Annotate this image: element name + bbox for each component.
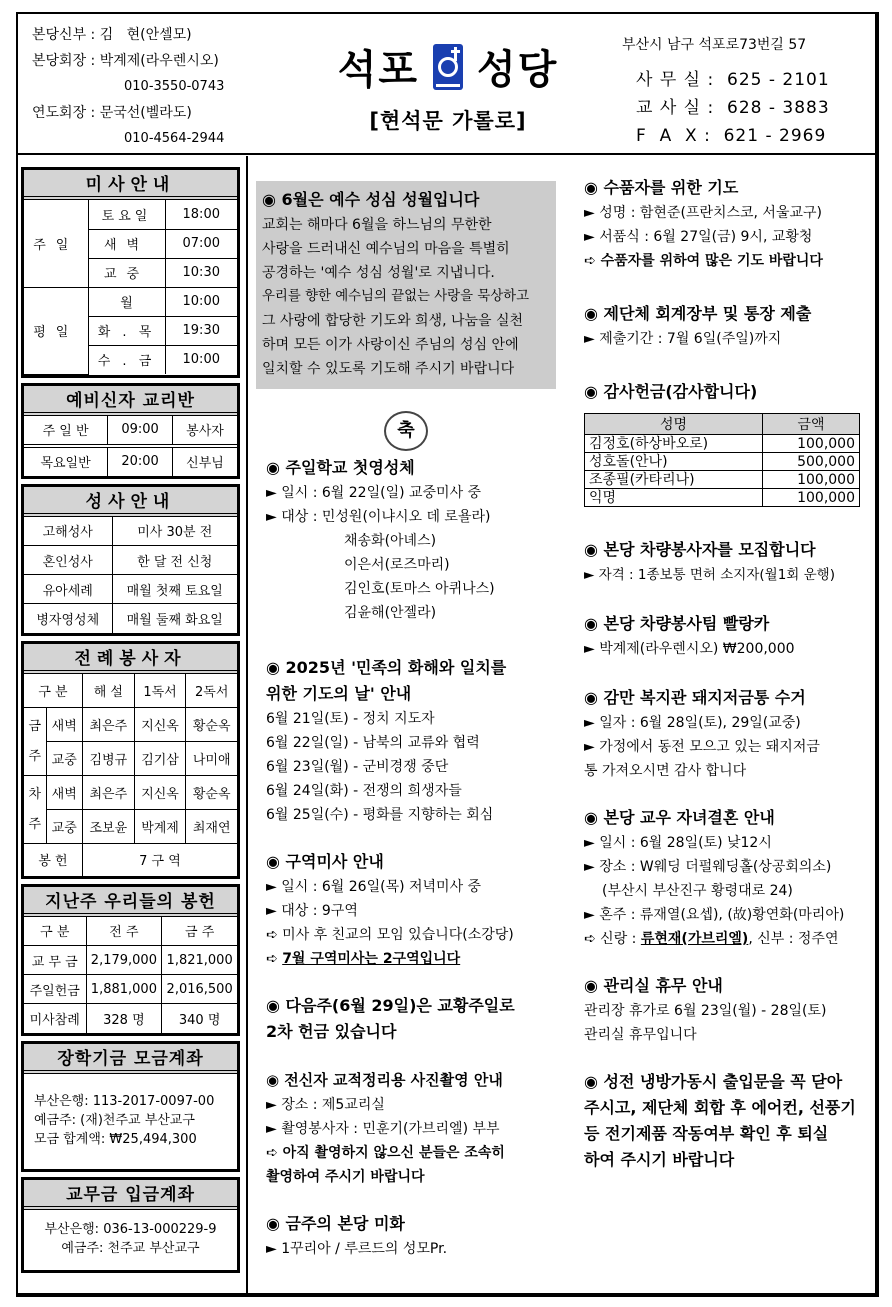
offerings-title: 지난주 우리들의 봉헌: [24, 887, 237, 917]
catechumen-table: 주 일 반 09:00 봉사자 목요일반 20:00 신부님: [24, 416, 237, 476]
table-row: 성호돌(안나) 500,000: [585, 453, 860, 471]
church-logo-icon: [433, 44, 463, 90]
fax-number: F A X : 621 - 2969: [636, 126, 827, 146]
table-row: 조종필(카타리나) 100,000: [585, 471, 860, 489]
catechumen-box: [21, 383, 240, 479]
photo-session-notice: ◉ 전신자 교적정리용 사진촬영 안내 ► 장소 : 제5교리실 ► 촬영봉사자 : 민훈기(가브리엘) 부부 ➪ 아직 촬영하지 않으신 분들은 조속히 촬영하여 주시기 바랍니다: [266, 1071, 505, 1185]
office-phone: 사 무 실 : 625 - 2101: [636, 70, 830, 90]
cleaning-notice: ◉ 금주의 본당 미화 ► 1꾸리아 / 루르드의 성모Pr.: [266, 1214, 448, 1257]
liturgy-servers-table: 구 분 해 설 1독서 2독서 금주 새벽 최은주 지신옥 황순옥 교중 김병규 김기삼 나미애 차주 새벽 최은주 지신옥 황순옥 교중 조보윤 박계제 최재연 봉 헌 7 구 역: [24, 674, 237, 876]
bulletin-header: [18, 14, 875, 155]
church-dues-title: 교무금 입금계좌: [24, 1180, 237, 1210]
first-communion-notice: ◉ 주일학교 첫영성체 ► 일시 : 6월 22일(일) 교중미사 중 ► 대상 : 민성원(이냐시오 데 로욜라) 채송화(아녜스) 이은서(로즈마리) 김인호(토마스 아퀴나스) 김윤해(안젤라): [266, 458, 495, 621]
thanksgiving-table: 성명 금액 김정호(하상바오로) 100,000 성호돌(안나) 500,000 조종필(카타리나) 100,000 익명 100,000: [584, 413, 860, 507]
catechumen-title: 예비신자 교리반: [24, 386, 237, 416]
president-row: 본당회장 : 박계제(라우렌시오): [32, 53, 219, 69]
liturgy-servers-box: [21, 641, 240, 879]
scholarship-box: [21, 1041, 240, 1172]
church-title: 석포 성당: [318, 38, 578, 95]
parish-officers: [32, 22, 224, 152]
patron-saint: [현석문 가롤로]: [369, 109, 527, 133]
mass-schedule-table: 주일 토요일 18:00 새벽 07:00 교중 10:30 평일 월 10:00 화 . 목 19:30 수 . 금 10:00: [24, 200, 237, 375]
teacher-room-phone: 교 사 실 : 628 - 3883: [636, 98, 830, 118]
table-row: 김정호(하상바오로) 100,000: [585, 435, 860, 453]
offerings-table: 구 분 전 주 금 주 교 무 금 2,179,000 1,821,000 주일헌금 1,881,000 2,016,500 미사참례 328 명 340 명: [24, 917, 237, 1033]
church-address: 부산시 남구 석포로73번길 57: [622, 37, 807, 53]
contact-info: [622, 34, 830, 150]
mass-schedule-box: [21, 167, 240, 378]
church-dues-account: 부산은행: 036-13-000229-9 예금주: 천주교 부산교구: [44, 1221, 217, 1256]
sacraments-title: 성사안내: [24, 487, 237, 517]
sacred-heart-notice: ◉ 6월은 예수 성심 성월입니다 교회는 해마다 6월을 하느님의 무한한 사랑을 드러내신 예수님의 마음을 특별히 공경하는 '예수 성심 성월'로 지냅니다. 우리를 향한 예수님의 끝없는 사랑을 묵상하고 그 사랑에 합당한 기도와 희생, 나눔을 실천 하며 모든 이가 사랑이신 주님의 성심 안에 일치할 수 있도록 기도해 주시기 바랍니다: [256, 181, 556, 389]
cooling-notice: ◉ 성전 냉방가동시 출입문을 꼭 닫아 주시고, 제단체 회합 후 에어컨, 선풍기 등 전기제품 작동여부 확인 후 퇴실 하여 주시기 바랍니다: [584, 1072, 856, 1169]
president-phone: 010-3550-0743: [124, 79, 225, 94]
offerings-box: [21, 884, 240, 1036]
scholarship-title: 장학기금 모금계좌: [24, 1044, 237, 1074]
wedding-notice: ◉ 본당 교우 자녀결혼 안내 ► 일시 : 6월 28일(토) 낮12시 ► 장소 : W웨딩 더펄웨딩홀(상공회의소) (부산시 부산진구 황령대로 24) ► 혼주 : 류재열(요셉), (故)황연화(마리아) ➪ 신랑 : 류현재(가브리엘), 신부 : 정주연: [584, 808, 845, 947]
ordination-prayer-notice: ◉ 수품자를 위한 기도 ► 성명 : 함현준(프란치스코, 서울교구) ► 서품식 : 6월 27일(금) 9시, 교황청 ➪ 수품자를 위하여 많은 기도 바랍니다: [584, 178, 823, 269]
district-mass-notice: ◉ 구역미사 안내 ► 일시 : 6월 26일(목) 저녁미사 중 ► 대상 : 9구역 ➪ 미사 후 친교의 모임 있습니다(소강당) ➪ 7월 구역미사는 2구역입니다: [266, 852, 514, 967]
mass-schedule-title: 미사안내: [24, 170, 237, 200]
scholarship-account: 부산은행: 113-2017-0097-00 예금주: (재)천주교 부산교구 모금 합계액: ₩25,494,300: [34, 1093, 215, 1147]
pastor-row: 본당신부 : 김 현(안셀모): [32, 27, 192, 43]
congratulations-badge-icon: 축: [384, 411, 428, 451]
church-title-block: [318, 38, 578, 135]
pope-sunday-notice: ◉ 다음주(6월 29일)은 교황주일로 2차 헌금 있습니다: [266, 996, 515, 1041]
office-closed-notice: ◉ 관리실 휴무 안내 관리장 휴가로 6월 23일(월) - 28일(토) 관리실 휴무입니다: [584, 976, 827, 1043]
driver-recruit-notice: ◉ 본당 차량봉사자를 모집합니다 ► 자격 : 1종보통 면허 소지자(월1회 운행): [584, 540, 835, 583]
red-car-notice: ◉ 본당 차량봉사팀 빨랑카 ► 박계제(라우렌시오) ₩200,000: [584, 614, 795, 657]
table-row: 익명 100,000: [585, 489, 860, 507]
left-column: [21, 167, 240, 1278]
sacraments-box: [21, 484, 240, 636]
middle-column: [256, 181, 556, 1283]
thanksgiving-offering: ◉ 감사헌금(감사합니다) 성명 금액 김정호(하상바오로) 100,000 성호돌(안나) 500,000 조종필(카타리나) 100,000 익명 100,000: [584, 379, 866, 507]
association-president-row: 연도회장 : 문국선(벨라도): [32, 105, 192, 121]
association-president-phone: 010-4564-2944: [124, 131, 225, 146]
church-dues-box: [21, 1177, 240, 1273]
reconciliation-prayer-notice: ◉ 2025년 '민족의 화해와 일치를 위한 기도의 날' 안내 6월 21일(토) - 정치 지도자 6월 22일(일) - 남북의 교류와 협력 6월 23일(월) - 군비경쟁 중단 6월 24일(화) - 전쟁의 희생자들 6월 25일(수) - 평화를 지향하는 회심: [266, 658, 507, 823]
right-column: [584, 175, 866, 1195]
sacraments-table: 고해성사 미사 30분 전 혼인성사 한 달 전 신청 유아세례 매월 첫째 토요일 병자영성체 매월 둘째 화요일: [24, 517, 237, 633]
piggy-bank-notice: ◉ 감만 복지관 돼지저금통 수거 ► 일자 : 6월 28일(토), 29일(교중) ► 가정에서 동전 모으고 있는 돼지저금 통 가져오시면 감사 합니다: [584, 688, 820, 779]
column-divider: [246, 156, 248, 1295]
ledger-submission-notice: ◉ 제단체 회계장부 및 통장 제출 ► 제출기간 : 7월 6일(주일)까지: [584, 304, 812, 347]
liturgy-servers-title: 전례봉사자: [24, 644, 237, 674]
